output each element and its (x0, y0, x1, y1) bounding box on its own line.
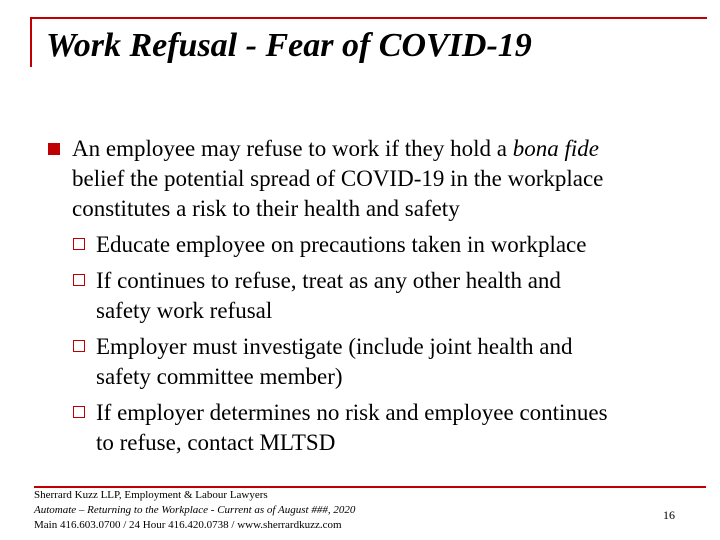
bullet-text-italic: bona fide (512, 136, 599, 161)
bullet-continuation: constitutes a risk to their health and safety (72, 196, 460, 221)
subbullet-item (48, 398, 688, 428)
subbullet-item (48, 332, 688, 362)
hollow-square-bullet-icon (73, 274, 85, 286)
title-rule-left (30, 17, 32, 67)
footer-presentation: Automate – Returning to the Workplace - Current as of August ###, 2020 (34, 504, 356, 516)
square-bullet-icon (48, 143, 60, 155)
footer-firm: Sherrard Kuzz LLP, Employment & Labour Lawyers (34, 489, 268, 501)
subbullet-continuation: safety committee member) (96, 364, 343, 389)
subbullet-continuation: safety work refusal (96, 298, 273, 323)
bullet-list (48, 134, 688, 458)
subbullet-text: Educate employee on precautions taken in workplace (96, 232, 587, 257)
subbullet-text: If continues to refuse, treat as any other health and (96, 268, 561, 293)
subbullet-item (48, 230, 688, 260)
page-number: 16 (663, 508, 675, 522)
footer (34, 488, 355, 533)
footer-contact: Main 416.603.0700 / 24 Hour 416.420.0738 / www.sherrardkuzz.com (34, 519, 342, 531)
hollow-square-bullet-icon (73, 406, 85, 418)
subbullet-continuation: to refuse, contact MLTSD (96, 430, 336, 455)
hollow-square-bullet-icon (73, 340, 85, 352)
subbullet-text: If employer determines no risk and employee continues (96, 400, 608, 425)
subbullet-item (48, 266, 688, 296)
slide-title: Work Refusal - Fear of COVID-19 (46, 27, 532, 64)
title-rule-top (30, 17, 707, 19)
subbullet-text: Employer must investigate (include joint health and (96, 334, 573, 359)
bullet-continuation: belief the potential spread of COVID-19 in the workplace (72, 166, 604, 191)
hollow-square-bullet-icon (73, 238, 85, 250)
bullet-text-start: An employee may refuse to work if they hold a (72, 136, 513, 161)
bullet-item (48, 134, 688, 164)
